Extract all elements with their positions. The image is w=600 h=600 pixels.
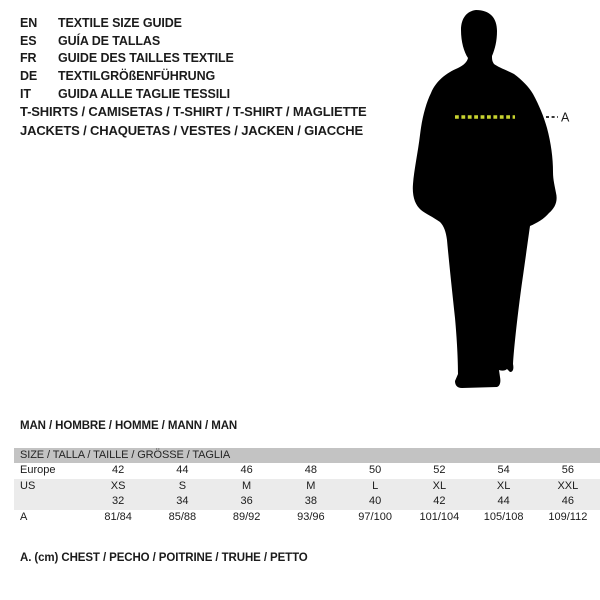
table-cell: 48 — [304, 464, 317, 476]
man-silhouette — [413, 10, 557, 388]
table-row-us — [14, 479, 600, 495]
table-cell: XL — [432, 479, 447, 492]
language-list — [20, 14, 234, 102]
table-cell: 89/92 — [232, 510, 261, 523]
table-cell: 36 — [240, 495, 253, 507]
man-silhouette-svg — [400, 0, 600, 400]
measurement-figure — [400, 0, 600, 400]
garment-categories — [20, 103, 367, 140]
table-cell: 38 — [304, 495, 317, 507]
size-table — [14, 448, 600, 525]
language-row-es — [20, 32, 234, 50]
row-label: Europe — [20, 464, 56, 476]
language-label: TEXTILGRÖßENFÜHRUNG — [58, 68, 216, 83]
table-cell: M — [242, 479, 252, 492]
table-row-chest — [14, 510, 600, 526]
language-code: IT — [20, 86, 31, 101]
table-row-numeric — [14, 494, 600, 510]
table-cell: 32 — [112, 495, 125, 507]
language-code: ES — [20, 33, 37, 48]
category-line-jackets: JACKETS / CHAQUETAS / VESTES / JACKEN / GIACCHE — [20, 122, 364, 138]
category-line-tshirts: T-SHIRTS / CAMISETAS / T-SHIRT / T-SHIRT / MAGLIETTE — [20, 104, 367, 119]
table-cell: XS — [110, 479, 126, 492]
table-cell: 97/100 — [358, 510, 392, 523]
language-code: EN — [20, 15, 38, 30]
table-cell: 34 — [176, 495, 189, 507]
language-code: FR — [20, 51, 37, 66]
chest-measure-footnote: A. (cm) CHEST / PECHO / POITRINE / TRUHE / PETTO — [20, 552, 308, 564]
language-label: GUIDE DES TAILLES TEXTILE — [58, 51, 234, 66]
table-cell: 109/112 — [548, 510, 588, 523]
row-label — [14, 494, 86, 510]
language-label: GUÍA DE TALLAS — [58, 33, 161, 48]
table-cell: XL — [496, 479, 511, 492]
table-cell: M — [306, 479, 316, 492]
language-row-en — [20, 14, 234, 32]
section-title-man: MAN / HOMBRE / HOMME / MANN / MAN — [20, 420, 238, 432]
table-cell: 46 — [240, 464, 253, 476]
table-cell: 85/88 — [168, 510, 197, 523]
language-row-fr — [20, 49, 234, 67]
language-row-it — [20, 85, 234, 103]
language-label: GUIDA ALLE TAGLIE TESSILI — [58, 86, 231, 101]
language-code: DE — [20, 68, 38, 83]
table-cell: 44 — [176, 464, 189, 476]
language-label: TEXTILE SIZE GUIDE — [58, 15, 182, 30]
table-cell: L — [372, 479, 379, 492]
table-cell: 40 — [369, 495, 382, 507]
row-label: A — [20, 510, 28, 523]
size-table-header: SIZE / TALLA / TAILLE / GRÖSSE / TAGLIA — [14, 448, 600, 463]
table-cell: 46 — [561, 495, 574, 507]
table-cell: 54 — [497, 464, 510, 476]
table-cell: 81/84 — [104, 510, 132, 523]
language-row-de — [20, 67, 234, 85]
table-cell: 56 — [561, 464, 574, 476]
table-cell: 42 — [112, 464, 125, 476]
table-row-europe — [14, 463, 600, 479]
table-cell: 44 — [497, 495, 510, 507]
table-cell: 93/96 — [297, 510, 325, 523]
table-cell: 42 — [433, 495, 446, 507]
table-cell: XXL — [557, 479, 579, 492]
table-cell: 105/108 — [483, 510, 524, 523]
table-cell: 52 — [433, 464, 446, 476]
table-cell: 50 — [369, 464, 382, 476]
table-cell: S — [178, 479, 187, 492]
table-cell: 101/104 — [419, 510, 460, 523]
row-label: US — [20, 479, 36, 492]
measure-label-a: A — [561, 110, 570, 125]
